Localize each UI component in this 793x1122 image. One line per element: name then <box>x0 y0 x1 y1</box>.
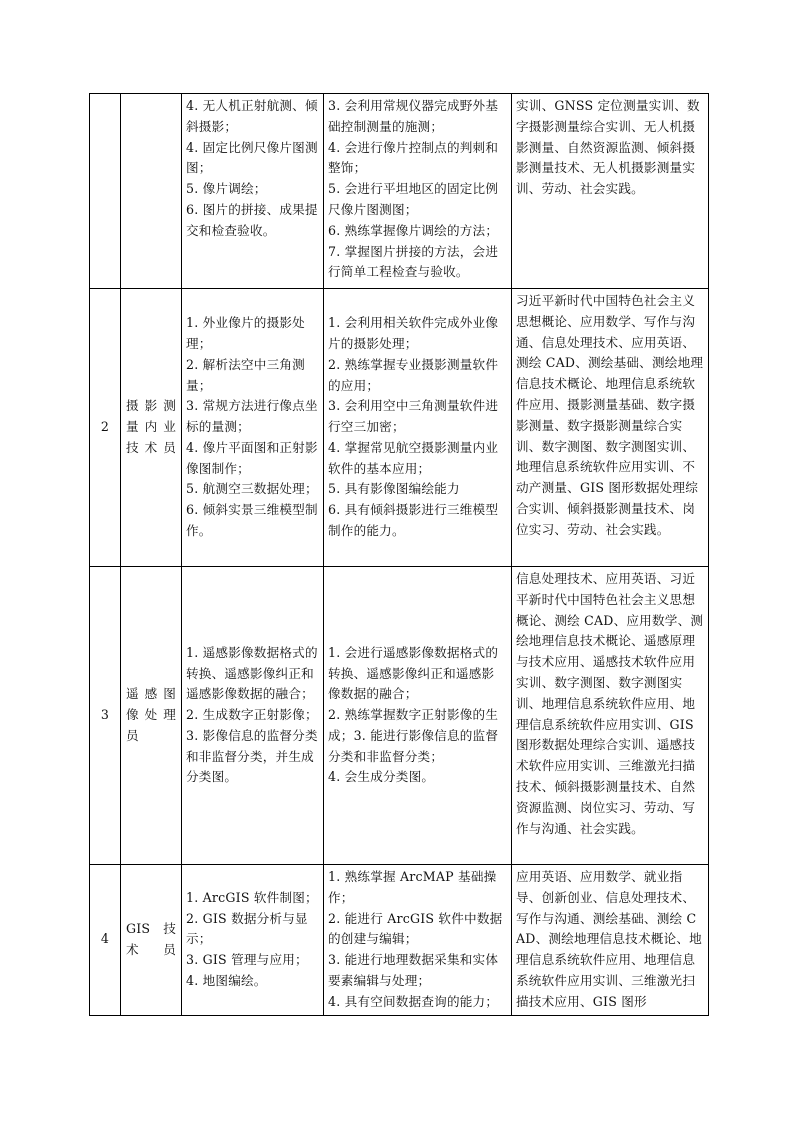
work-tasks-cell <box>182 567 324 865</box>
task-item: 5. 航测空三数据处理； <box>186 481 318 497</box>
task-item: 2. 解析法空中三角测量； <box>186 356 305 393</box>
job-role <box>121 94 182 289</box>
ability-item: 2. 能进行 ArcGIS 软件中数据的创建与编辑； <box>328 910 503 947</box>
work-tasks-cell <box>182 289 324 567</box>
ability-item: 1. 熟练掌握 ArcMAP 基础操作； <box>328 869 497 905</box>
courses-cell: 实训、GNSS 定位测量实训、数字摄影测量综合实训、无人机摄影测量、自然资源监测、倾斜摄影测量技术、无人机摄影测量实训、劳动、社会实践。 <box>512 94 709 289</box>
ability-item: 6. 具有倾斜摄影进行三维模型制作的能力。 <box>328 502 499 539</box>
ability-item: 2. 熟练掌握专业摄影测量软件的应用； <box>328 356 499 393</box>
job-role: GIS 技术员 <box>121 865 182 1016</box>
table-row <box>90 567 709 865</box>
job-role: 遥感图像处理员 <box>121 567 182 865</box>
career-course-table <box>89 93 709 1016</box>
table-row <box>90 94 709 289</box>
abilities-cell <box>324 289 512 567</box>
job-role: 摄影测量内业技术员 <box>121 289 182 567</box>
task-item: 3. 影像信息的监督分类和非监督分类，并生成分类图。 <box>186 727 318 785</box>
task-item: 3. GIS 管理与应用； <box>186 952 308 968</box>
task-item: 4. 像片平面图和正射影像图制作； <box>186 439 318 476</box>
task-item: 1. 外业像片的摄影处理； <box>186 315 305 351</box>
ability-item: 7. 掌握图片拼接的方法，会进行简单工程检查与验收。 <box>328 243 499 280</box>
ability-item: 4. 会进行像片控制点的判刺和整饰； <box>328 139 499 176</box>
task-item: 4. 无人机正射航测、倾斜摄影； <box>186 98 318 134</box>
ability-item: 3. 能进行地理数据采集和实体要素编辑与处理； <box>328 952 499 988</box>
task-item: 4. 固定比例尺像片图测图； <box>186 139 318 176</box>
table-row <box>90 289 709 567</box>
work-tasks-cell <box>182 865 324 1016</box>
task-item: 1. 遥感影像数据格式的转换、遥感影像纠正和遥感影像数据的融合； <box>186 644 318 702</box>
task-item: 1. ArcGIS 软件制图； <box>186 889 318 905</box>
work-tasks-cell <box>182 94 324 289</box>
courses-cell: 信息处理技术、应用英语、习近平新时代中国特色社会主义思想概论、测绘 CAD、应用数学、测绘地理信息技术概论、遥感原理与技术应用、遥感技术软件应用实训、数字测图、数字测图实训、地理信息系统软件应用、地理信息系统软件应用实训、GIS 图形数据处理综合实训、遥感技术软件应用实训、三维激光扫描技术、倾斜摄影测量技术、自然资源监测、岗位实习、劳动、写作与沟通、社会实践。 <box>512 567 709 865</box>
task-item: 3. 常规方法进行像点坐标的量测； <box>186 398 318 435</box>
task-item: 2. GIS 数据分析与显示； <box>186 910 308 947</box>
abilities-cell <box>324 567 512 865</box>
task-item: 4. 地图编绘。 <box>186 972 267 988</box>
task-item: 5. 像片调绘； <box>186 181 267 197</box>
abilities-cell <box>324 94 512 289</box>
ability-item: 3. 会利用空中三角测量软件进行空三加密； <box>328 398 499 435</box>
ability-item: 6. 熟练掌握像片调绘的方法； <box>328 222 499 238</box>
abilities-cell <box>324 865 512 1016</box>
row-number: 4 <box>90 865 121 1016</box>
ability-item: 5. 会进行平坦地区的固定比例尺像片图测图； <box>328 181 499 217</box>
ability-item: 4. 具有空间数据查询的能力； <box>328 993 499 1009</box>
courses-cell: 应用英语、应用数学、就业指导、创新创业、信息处理技术、写作与沟通、测绘基础、测绘 CAD、测绘地理信息技术概论、地理信息系统软件应用、地理信息系统软件应用实训、三维激光扫描技术应用、GIS 图形 <box>512 865 709 1016</box>
table-row <box>90 865 709 1016</box>
task-item: 6. 倾斜实景三维模型制作。 <box>186 502 318 539</box>
ability-item: 5. 具有影像图编绘能力 <box>328 481 460 497</box>
courses-cell: 习近平新时代中国特色社会主义思想概论、应用数学、写作与沟通、信息处理技术、应用英语、测绘 CAD、测绘基础、测绘地理信息技术概论、地理信息系统软件应用、摄影测量基础、数字摄影测量、数字摄影测量综合实训、数字测图、数字测图实训、地理信息系统软件应用实训、不动产测量、GIS 图形数据处理综合实训、倾斜摄影测量技术、岗位实习、劳动、社会实践。 <box>512 289 709 567</box>
ability-item: 4. 会生成分类图。 <box>328 769 435 785</box>
row-number: 3 <box>90 567 121 865</box>
row-number: 2 <box>90 289 121 567</box>
ability-item: 4. 掌握常见航空摄影测量内业软件的基本应用； <box>328 439 499 476</box>
ability-item: 3. 会利用常规仪器完成野外基础控制测量的施测； <box>328 98 499 134</box>
ability-item: 2. 熟练掌握数字正射影像的生成；3. 能进行影像信息的监督分类和非监督分类； <box>328 707 499 764</box>
ability-item: 1. 会利用相关软件完成外业像片的摄影处理； <box>328 315 499 351</box>
ability-item: 1. 会进行遥感影像数据格式的转换、遥感影像纠正和遥感影像数据的融合； <box>328 644 499 702</box>
task-item: 2. 生成数字正射影像； <box>186 707 318 723</box>
row-number <box>90 94 121 289</box>
task-item: 6. 图片的拼接、成果提交和检查验收。 <box>186 201 318 238</box>
